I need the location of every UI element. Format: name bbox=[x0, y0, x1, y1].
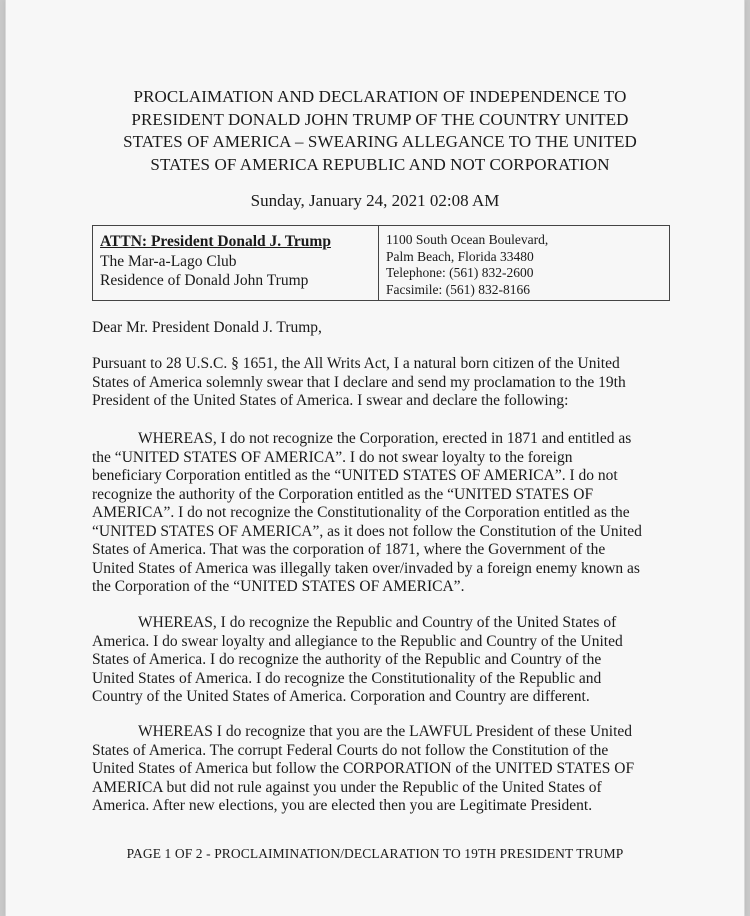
address-line: Palm Beach, Florida 33480 bbox=[386, 248, 534, 264]
paragraph-line: States of America solemnly swear that I declare and send my proclamation to the 19th bbox=[92, 373, 626, 391]
address-line: 1100 South Ocean Boulevard, bbox=[386, 232, 549, 247]
paragraph-line: America. After new elections, you are elected then you are Legitimate President. bbox=[92, 797, 593, 814]
paragraph-line: United States of America was illegally taken over/invaded by a foreign enemy known as bbox=[92, 559, 640, 577]
document-page bbox=[6, 0, 744, 916]
paragraph-whereas-president bbox=[92, 723, 672, 816]
paragraph-line: United States of America but follow the CORPORATION of the UNITED STATES OF bbox=[92, 760, 635, 777]
paragraph-line: the Corporation of the “UNITED STATES OF AMERICA”. bbox=[92, 578, 465, 595]
paragraph-line: Country of the United States of America. Corporation and Country are different. bbox=[92, 688, 590, 705]
telephone-line: Telephone: (561) 832-2600 bbox=[386, 265, 534, 280]
paragraph-line: recognize the authority of the Corporation entitled as the “UNITED STATES OF bbox=[92, 485, 594, 503]
paragraph-line: “UNITED STATES OF AMERICA”, as it does not follow the Constitution of the United bbox=[92, 522, 642, 540]
title-line: STATES OF AMERICA – SWEARING ALLEGANCE TO THE UNITED bbox=[123, 132, 637, 151]
paragraph-line: Pursuant to 28 U.S.C. § 1651, the All Writs Act, I a natural born citizen of the United bbox=[92, 355, 620, 372]
paragraph-line: WHEREAS, I do not recognize the Corporation, erected in 1871 and entitled as bbox=[138, 430, 632, 447]
paragraph-whereas-corporation bbox=[92, 430, 672, 597]
paragraph-intro bbox=[92, 355, 672, 411]
title-line: PRESIDENT DONALD JOHN TRUMP OF THE COUNTRY UNITED bbox=[131, 109, 629, 129]
paragraph-line: the “UNITED STATES OF AMERICA”. I do not swear loyalty to the foreign bbox=[92, 448, 573, 466]
salutation: Dear Mr. President Donald J. Trump, bbox=[92, 319, 322, 336]
attn-recipient-cell bbox=[93, 226, 379, 300]
paragraph-line: States of America. I do recognize the authority of the Republic and Country of the bbox=[92, 651, 602, 668]
document-date: Sunday, January 24, 2021 02:08 AM bbox=[250, 191, 500, 210]
attn-address-cell bbox=[379, 226, 669, 300]
document-title bbox=[66, 86, 694, 176]
paragraph-line: President of the United States of America. I swear and declare the following: bbox=[92, 392, 569, 409]
attn-heading: ATTN: President Donald J. Trump bbox=[100, 233, 331, 250]
recipient-line: Residence of Donald John Trump bbox=[100, 272, 309, 289]
paragraph-line: beneficiary Corporation entitled as the “UNITED STATES OF AMERICA”. I do not bbox=[92, 467, 618, 484]
paragraph-whereas-republic bbox=[92, 614, 672, 707]
paragraph-line: States of America. The corrupt Federal Courts do not follow the Constitution of the bbox=[92, 741, 609, 759]
recipient-line: The Mar-a-Lago Club bbox=[100, 252, 237, 270]
paragraph-line: AMERICA”. I do not recognize the Constitutionality of the Corporation entitled as the bbox=[92, 504, 630, 521]
paragraph-line: WHEREAS I do recognize that you are the LAWFUL President of these United bbox=[138, 723, 633, 740]
attn-address-table bbox=[92, 225, 670, 301]
facsimile-line: Facsimile: (561) 832-8166 bbox=[386, 281, 530, 297]
title-line: PROCLAIMATION AND DECLARATION OF INDEPENDENCE TO bbox=[133, 87, 627, 106]
paragraph-line: United States of America. I do recognize the Constitutionality of the Republic and bbox=[92, 669, 602, 687]
page-footer: PAGE 1 OF 2 - PROCLAIMINATION/DECLARATION TO 19TH PRESIDENT TRUMP bbox=[126, 846, 624, 861]
paragraph-line: America. I do swear loyalty and allegiance to the Republic and Country of the United bbox=[92, 632, 623, 650]
paragraph-line: WHEREAS, I do recognize the Republic and Country of the United States of bbox=[138, 614, 617, 631]
paragraph-line: States of America. That was the corporation of 1871, where the Government of the bbox=[92, 541, 606, 558]
paragraph-line: AMERICA but did not rule against you under the Republic of the United States of bbox=[92, 778, 602, 796]
title-line: STATES OF AMERICA REPUBLIC AND NOT CORPORATION bbox=[150, 154, 610, 174]
